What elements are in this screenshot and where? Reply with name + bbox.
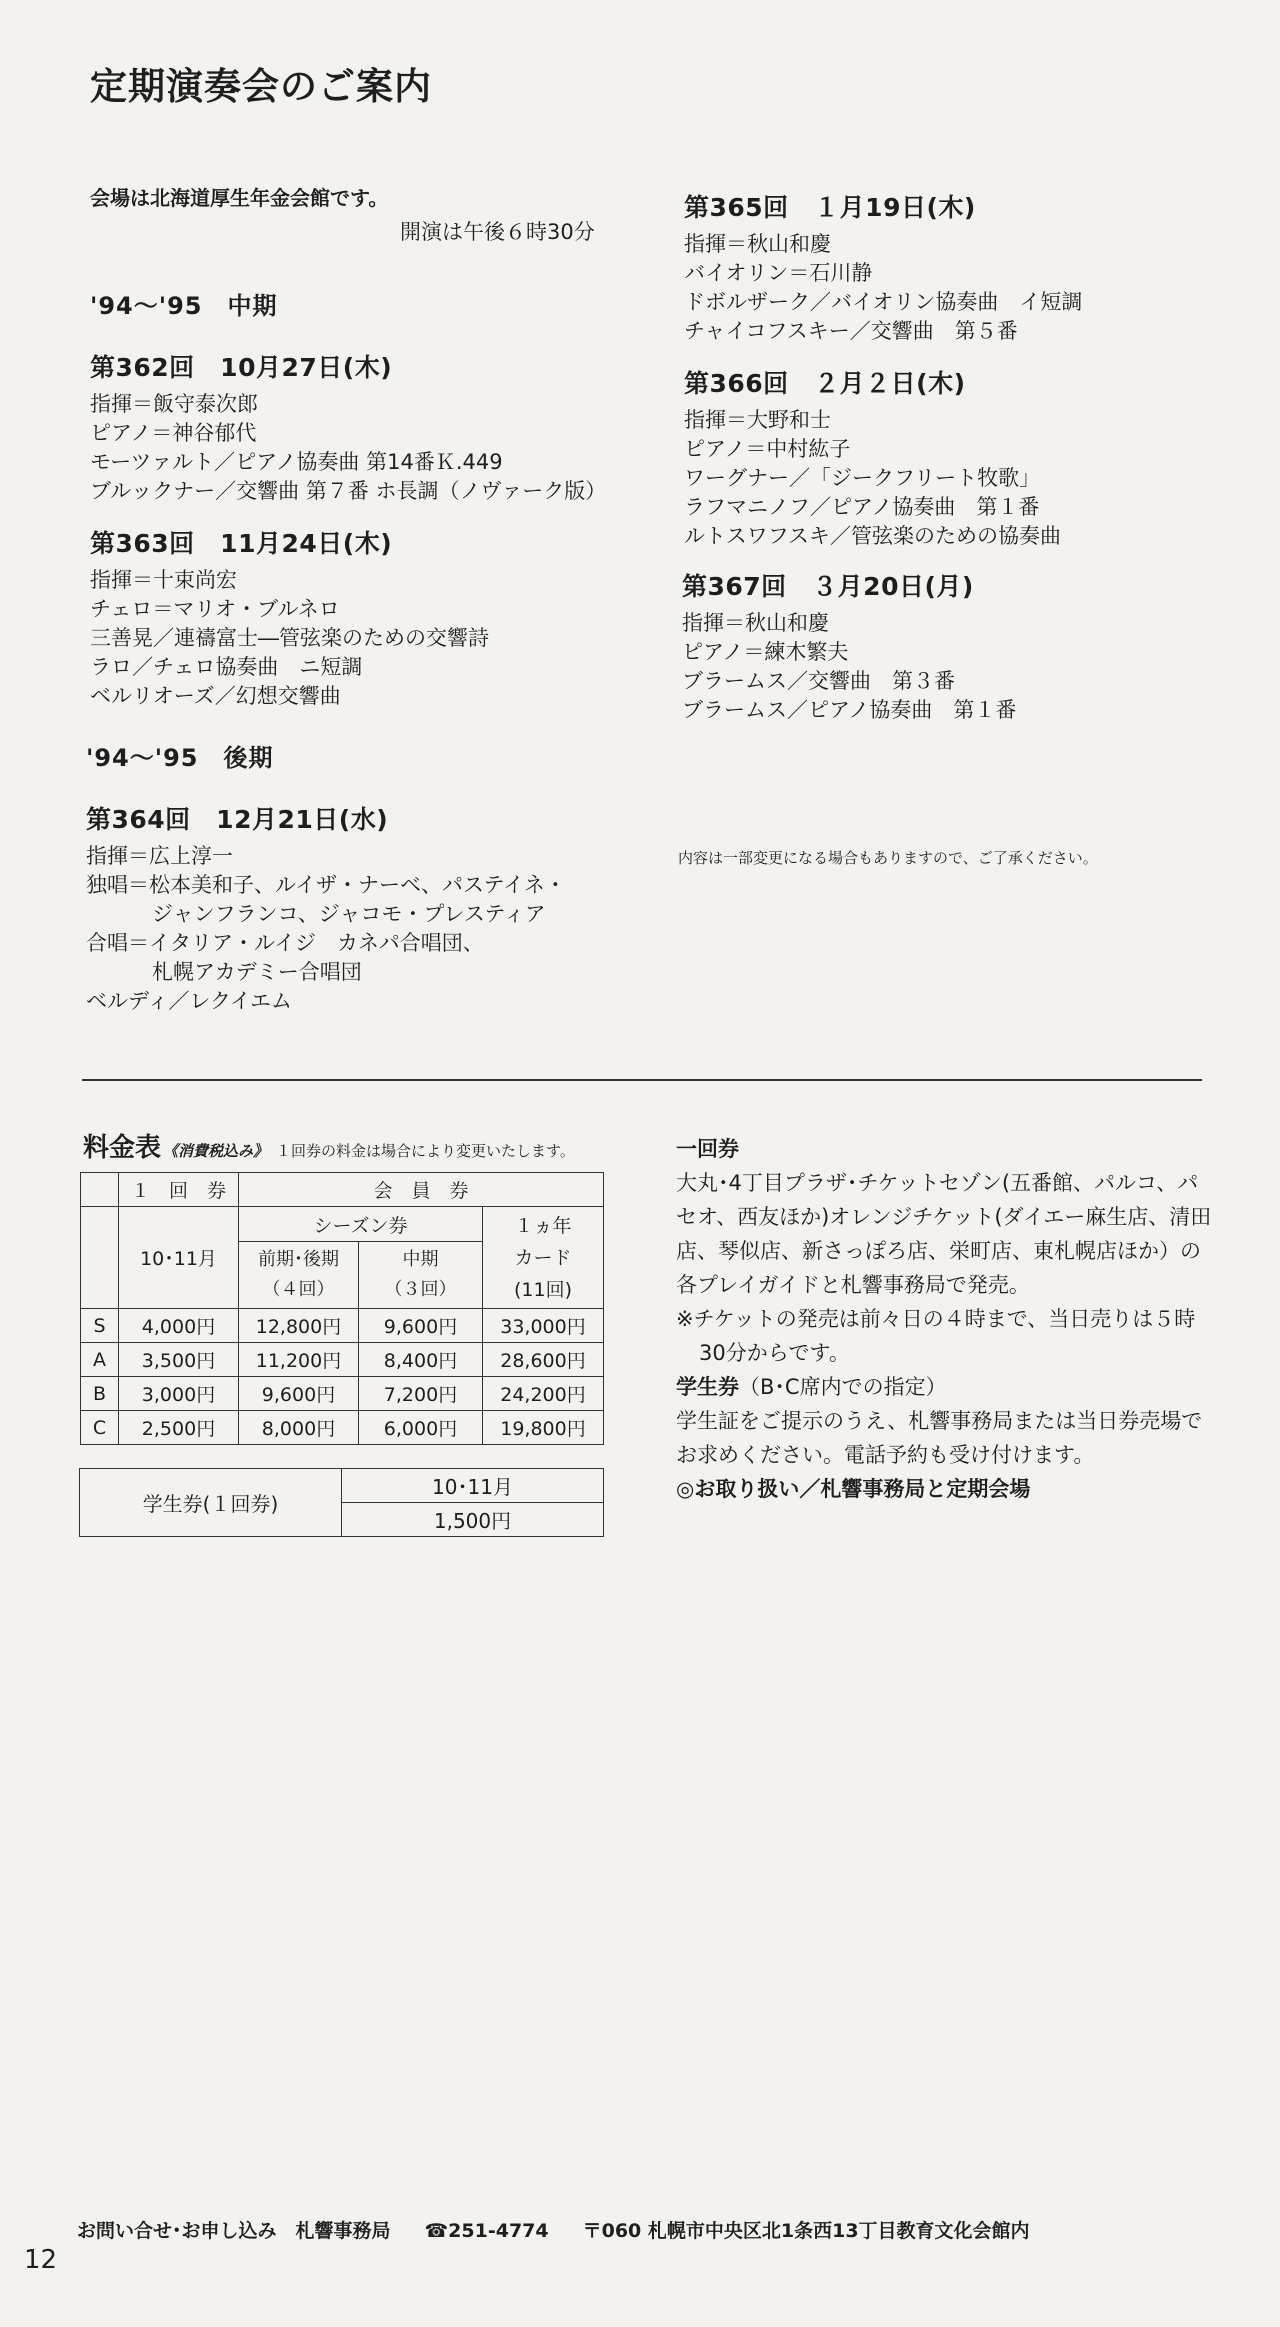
tax-label: 《消費税込み》 (163, 1142, 269, 1160)
concert-363 (90, 524, 650, 711)
table-row (81, 1411, 604, 1445)
card-line-2: カード (514, 1246, 572, 1269)
seat-class: C (81, 1411, 119, 1445)
table-row (81, 1309, 604, 1343)
concert-line: 三善晃／連禱富士―管弦楽のための交響詩 (90, 626, 489, 650)
concert-line: ブラームス／交響曲 第３番 (682, 669, 955, 693)
price-cell: 4,000円 (119, 1309, 239, 1343)
concert-line: ピアノ＝神谷郁代 (90, 421, 257, 445)
seat-class: S (81, 1309, 119, 1343)
concert-line: ベルリオーズ／幻想交響曲 (90, 684, 341, 708)
concert-line: 札幌アカデミー合唱団 (152, 960, 362, 984)
footer-phone: ☎251-4774 (424, 2220, 549, 2242)
seat-class: A (81, 1343, 119, 1377)
price-table (80, 1172, 604, 1445)
header-zenki (239, 1242, 359, 1309)
concert-line: 合唱＝イタリア・ルイジ カネパ合唱団、 (86, 931, 484, 955)
concert-line: モーツァルト／ピアノ協奏曲 第14番Ｋ.449 (90, 450, 503, 474)
concert-heading: 第364回 12月21日(水) (86, 805, 389, 834)
header-chuki (359, 1242, 483, 1309)
student-month: 10･11月 (342, 1469, 604, 1503)
concert-line: ベルディ／レクイエム (86, 989, 293, 1013)
concert-line: ピアノ＝練木繁夫 (682, 640, 849, 664)
concert-heading: 第362回 10月27日(木) (90, 353, 393, 382)
concert-heading: 第366回 ２月２日(木) (684, 369, 966, 398)
concert-heading: 第365回 １月19日(木) (684, 193, 976, 222)
venue-text: 会場は北海道厚生年金会館です。 (90, 186, 389, 210)
season-heading-middle: '94〜'95 中期 (90, 292, 278, 320)
concert-line: ルトスワフスキ／管弦楽のための協奏曲 (684, 524, 1061, 548)
concert-line: ワーグナー／「ジークフリート牧歌」 (684, 466, 1041, 490)
concert-line: ドボルザーク／バイオリン協奏曲 イ短調 (684, 290, 1083, 314)
concert-line: ピアノ＝中村紘子 (684, 437, 851, 461)
student-ticket-heading-line (676, 1370, 1216, 1404)
single-ticket-note: ※チケットの発売は前々日の４時まで、当日売りは５時30分からです。 (676, 1307, 1196, 1365)
student-ticket-heading: 学生券 (676, 1375, 739, 1399)
change-notice: 内容は一部変更になる場合もありますので、ご了承ください。 (678, 849, 1098, 867)
student-price-table (79, 1468, 604, 1537)
table-row (81, 1377, 604, 1411)
footer-contact: お問い合せ･お申し込み 札響事務局 (77, 2220, 391, 2242)
concert-line: ブラームス／ピアノ協奏曲 第１番 (682, 698, 1017, 722)
concert-line: 指揮＝飯守泰次郎 (90, 392, 258, 416)
price-cell: 3,000円 (119, 1377, 239, 1411)
card-line-3: (11回) (513, 1278, 572, 1301)
price-corner (81, 1173, 119, 1207)
header-season: シーズン券 (239, 1207, 483, 1242)
card-line-1: １ヵ年 (514, 1214, 572, 1237)
concert-line: バイオリン＝石川静 (684, 261, 873, 285)
price-cell: 24,200円 (483, 1377, 604, 1411)
concert-365 (684, 188, 1244, 346)
price-cell: 2,500円 (119, 1411, 239, 1445)
student-ticket-text: 学生証をご提示のうえ、札響事務局または当日券売場でお求めください。電話予約も受け付けます。 (676, 1409, 1203, 1467)
concert-line: 指揮＝秋山和慶 (682, 611, 829, 635)
student-ticket-sub: （B･C席内での指定） (739, 1375, 947, 1399)
seat-class: B (81, 1377, 119, 1411)
price-corner (81, 1207, 119, 1309)
price-cell: 12,800円 (239, 1309, 359, 1343)
concert-line: 指揮＝大野和士 (684, 408, 831, 432)
concert-line: 独唱＝松本美和子、ルイザ・ナーベ、パステイネ・ (86, 873, 566, 897)
price-cell: 33,000円 (483, 1309, 604, 1343)
price-cell: 9,600円 (359, 1309, 483, 1343)
concert-366 (684, 364, 1244, 551)
page-title: 定期演奏会のご案内 (90, 65, 432, 108)
zenki-label: 前期･後期 (258, 1249, 339, 1270)
page-number: 12 (24, 2245, 58, 2275)
ticket-info (676, 1132, 1216, 1506)
handling-text: ◎お取り扱い／札響事務局と定期会場 (676, 1477, 1031, 1501)
concert-line: チェロ＝マリオ・ブルネロ (90, 597, 340, 621)
chuki-label: 中期 (402, 1249, 439, 1270)
concert-heading: 第363回 11月24日(木) (90, 529, 393, 558)
concert-line: ラロ／チェロ協奏曲 ニ短調 (90, 655, 363, 679)
price-cell: 8,000円 (239, 1411, 359, 1445)
concert-line: ラフマニノフ／ピアノ協奏曲 第１番 (684, 495, 1040, 519)
season-heading-late: '94〜'95 後期 (86, 744, 274, 772)
footer (77, 2216, 1064, 2243)
concert-line: ジャンフランコ、ジャコモ・プレスティア (152, 902, 546, 926)
concert-364 (86, 800, 646, 1016)
price-cell: 19,800円 (483, 1411, 604, 1445)
header-card (483, 1207, 604, 1309)
concert-line: 指揮＝広上淳一 (86, 844, 233, 868)
single-ticket-text: 大丸･4丁目プラザ･チケットセゾン(五番館、パルコ、パセオ、西友ほか)オレンジチケット(ダイエー麻生店、清田店、琴似店、新さっぽろ店、栄町店、東札幌店ほか）の各プレイガイドと札響事務局で発売。 (676, 1171, 1212, 1297)
concert-362 (90, 348, 650, 506)
concert-heading: 第367回 ３月20日(月) (682, 572, 974, 601)
price-cell: 8,400円 (359, 1343, 483, 1377)
start-time-text: 開演は午後６時30分 (400, 220, 595, 244)
zenki-count: （４回） (262, 1279, 335, 1300)
price-cell: 6,000円 (359, 1411, 483, 1445)
price-cell: 11,200円 (239, 1343, 359, 1377)
student-label: 学生券(１回券) (80, 1469, 342, 1537)
price-note: １回券の料金は場合により変更いたします。 (276, 1142, 575, 1160)
header-month: 10･11月 (119, 1207, 239, 1309)
footer-address: 〒060 札幌市中央区北1条西13丁目教育文化会館内 (582, 2220, 1030, 2242)
price-cell: 7,200円 (359, 1377, 483, 1411)
price-table-title (83, 1127, 575, 1164)
concert-line: 指揮＝秋山和慶 (684, 232, 831, 256)
price-cell: 9,600円 (239, 1377, 359, 1411)
concert-line: チャイコフスキー／交響曲 第５番 (684, 319, 1018, 343)
price-cell: 28,600円 (483, 1343, 604, 1377)
section-divider (82, 1079, 1202, 1081)
chuki-count: （３回） (384, 1279, 457, 1300)
header-single: １ 回 券 (119, 1173, 239, 1207)
price-title-text: 料金表 (83, 1133, 162, 1163)
header-member: 会 員 券 (239, 1173, 604, 1207)
price-cell: 3,500円 (119, 1343, 239, 1377)
student-price: 1,500円 (342, 1503, 604, 1537)
single-ticket-heading: 一回券 (676, 1137, 739, 1161)
table-row (81, 1343, 604, 1377)
concert-367 (682, 567, 1242, 725)
concert-line: 指揮＝十束尚宏 (90, 568, 237, 592)
concert-line: ブルックナー／交響曲 第７番 ホ長調（ノヴァーク版） (90, 479, 607, 503)
